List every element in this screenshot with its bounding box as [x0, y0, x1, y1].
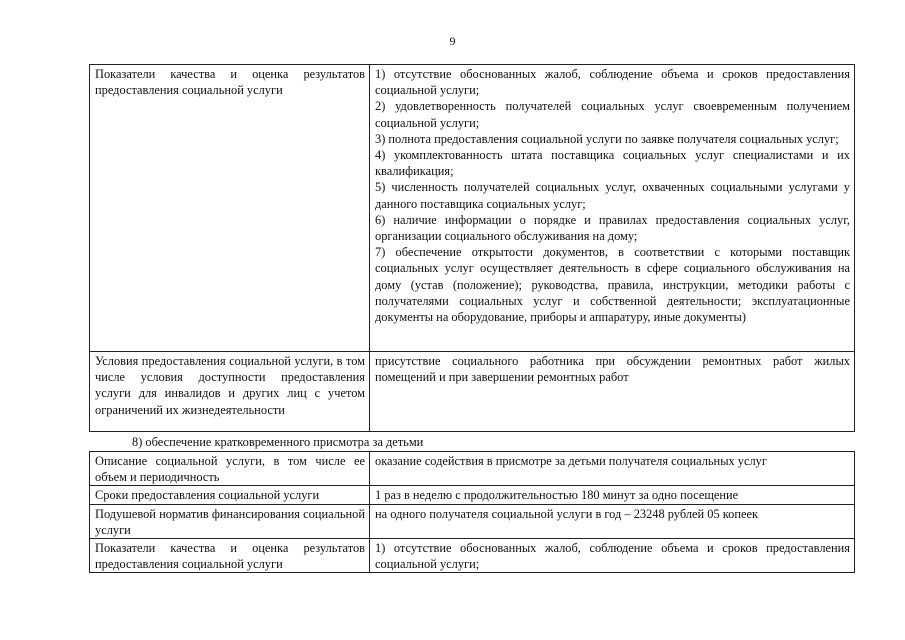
row-label: Сроки предоставления социальной услуги: [90, 486, 370, 504]
row-value: 1 раз в неделю с продолжительностью 180 минут за одно посещение: [370, 486, 855, 504]
service-table-2: [89, 451, 855, 573]
list-item: 1) отсутствие обоснованных жалоб, соблюдение объема и сроков предоставления социальной услуги;: [375, 67, 850, 98]
list-item: 7) обеспечение открытости документов, в соответствии с которыми поставщик социальных услуг осуществляет деятельность в сфере социального обслуживания на дому (устав (положение); руководства, правила, инструкции, методики работы с получателями социальных услуг и собственной деятельности; эксплуатационные документы на оборудование, приборы и аппаратуру, иные документы): [375, 245, 850, 325]
table-row: [90, 504, 855, 538]
row-value: присутствие социального работника при обсуждении ремонтных работ жилых помещений и при завершении ремонтных работ: [370, 352, 855, 432]
table-row: [90, 352, 855, 432]
row-label: Подушевой норматив финансирования социальной услуги: [90, 504, 370, 538]
list-item: 5) численность получателей социальных услуг, охваченных социальными услугами у данного поставщика социальных услуг;: [375, 180, 850, 211]
list-item: 3) полнота предоставления социальной услуги по заявке получателя социальных услуг;: [375, 131, 839, 146]
table-row: [90, 539, 855, 573]
table-row: [90, 486, 855, 504]
row-label: Условия предоставления социальной услуги, в том числе условия доступности предоставления услуги для инвалидов и других лиц с учетом ограничений их жизнедеятельности: [90, 352, 370, 432]
row-label: Показатели качества и оценка результатов предоставления социальной услуги: [90, 65, 370, 352]
quality-indicators-list: [370, 65, 855, 352]
list-item: 6) наличие информации о порядке и правилах предоставления социальных услуг, организации социального обслуживания на дому;: [375, 212, 850, 244]
page-number: 9: [449, 34, 456, 48]
row-value: 1) отсутствие обоснованных жалоб, соблюдение объема и сроков предоставления социальной услуги;: [370, 539, 855, 573]
section-heading: 8) обеспечение кратковременного присмотра за детьми: [132, 435, 424, 449]
row-value: оказание содействия в присмотре за детьми получателя социальных услуг: [370, 452, 855, 486]
list-item: 2) удовлетворенность получателей социальных услуг своевременным получением социальной услуги;: [375, 99, 850, 130]
list-item: 4) укомплектованность штата поставщика социальных услуг специалистами и их квалификация;: [375, 148, 850, 179]
table-row: [90, 65, 855, 352]
row-label: Описание социальной услуги, в том числе ее объем и периодичность: [90, 452, 370, 486]
row-label: Показатели качества и оценка результатов предоставления социальной услуги: [90, 539, 370, 573]
service-table-1: [89, 64, 855, 432]
table-row: [90, 452, 855, 486]
row-value: на одного получателя социальной услуги в год – 23248 рублей 05 копеек: [370, 504, 855, 538]
